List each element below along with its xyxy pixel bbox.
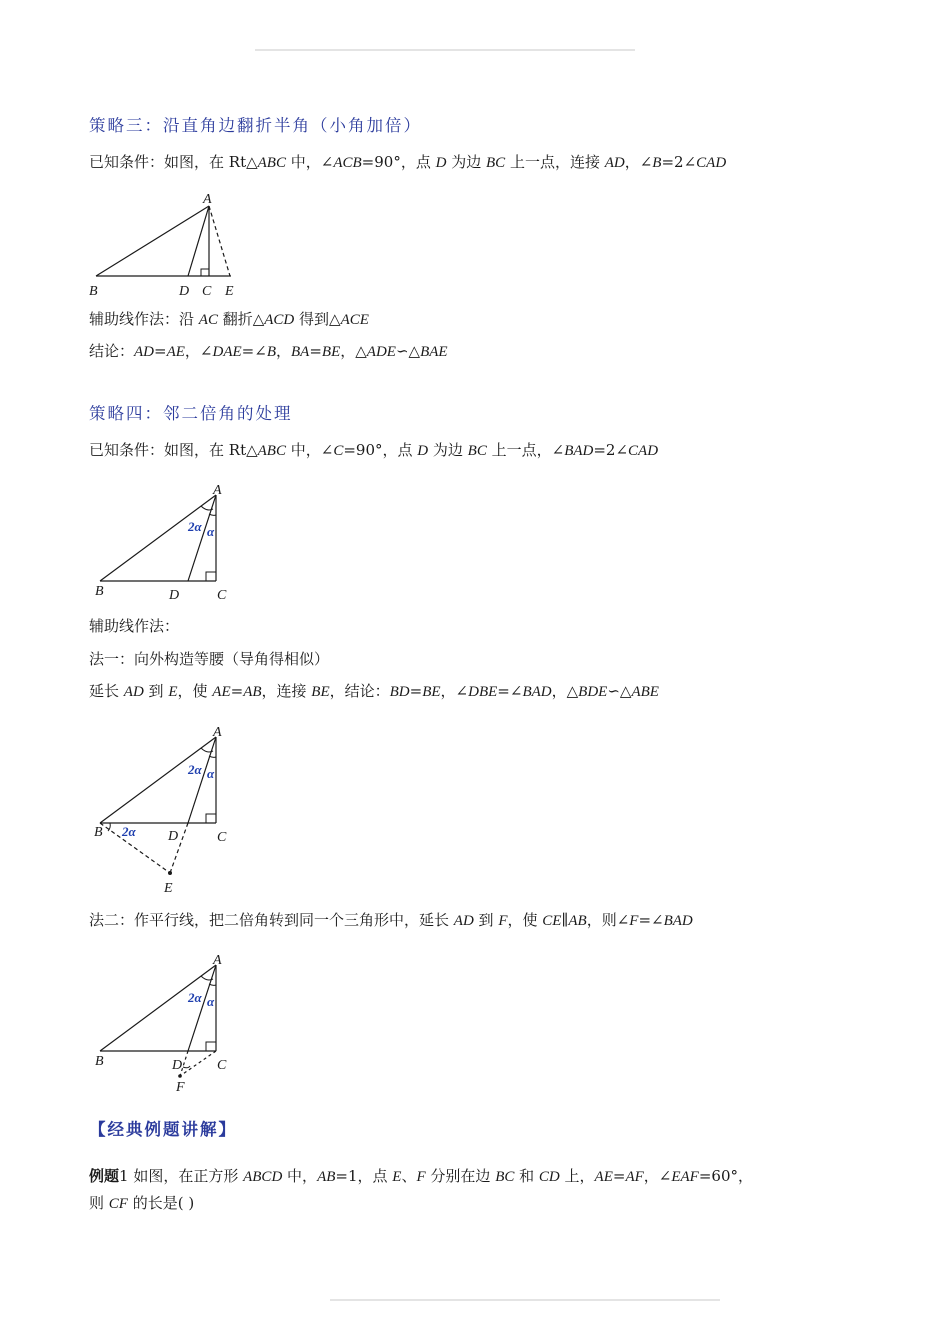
- strategy3-heading: 策略三：沿直角边翻折半角（小角加倍）: [89, 116, 422, 135]
- label-C: C: [217, 1058, 227, 1073]
- angle-alpha: α: [207, 766, 215, 781]
- angle-2alpha: 2α: [188, 990, 202, 1005]
- example1-line2: 则 CF 的长是( ): [89, 1194, 195, 1212]
- label-B: B: [95, 1054, 104, 1069]
- method1-description: 延长 AD 到 E，使 AE=AB，连接 BE，结论：BD=BE，∠DBE=∠BAD，△BDE∽△ABE: [89, 682, 659, 700]
- label-A: A: [203, 192, 212, 207]
- label-D: D: [168, 829, 179, 844]
- label-B: B: [89, 284, 98, 299]
- label-B: B: [95, 584, 104, 599]
- label-A: A: [213, 953, 222, 968]
- label-A: A: [213, 725, 222, 740]
- angle-alpha: α: [207, 994, 215, 1009]
- angle-2alpha: 2α: [188, 519, 202, 534]
- footer-watermark: [330, 1299, 720, 1301]
- label-E: E: [225, 284, 234, 299]
- strategy4-heading: 策略四：邻二倍角的处理: [89, 404, 293, 423]
- example1-line1: 例题1 如图，在正方形 ABCD 中，AB=1，点 E、F 分别在边 BC 和 CD 上，AE=AF，∠EAF=60°，: [89, 1167, 753, 1185]
- angle-2alpha: 2α: [188, 762, 202, 777]
- example-heading: 【经典例题讲解】: [89, 1120, 237, 1139]
- angle-2alpha-b: 2α: [122, 824, 136, 839]
- label-C: C: [217, 830, 227, 845]
- strategy3-conclusion: 结论：AD=AE，∠DAE=∠B，BA=BE，△ADE∽△BAE: [89, 342, 448, 360]
- strategy3-known-conditions: 已知条件：如图，在 Rt△ABC 中，∠ACB=90°，点 D 为边 BC 上一点，连接 AD，∠B=2∠CAD: [89, 153, 727, 171]
- method1-title: 法一：向外构造等腰（导角得相似）: [89, 650, 330, 668]
- label-C: C: [217, 588, 227, 603]
- method2-description: 法二：作平行线，把二倍角转到同一个三角形中，延长 AD 到 F，使 CE∥AB，则∠F=∠BAD: [89, 911, 693, 929]
- angle-alpha: α: [207, 524, 215, 539]
- strategy4-known-conditions: 已知条件：如图，在 Rt△ABC 中，∠C=90°，点 D 为边 BC 上一点，∠BAD=2∠CAD: [89, 441, 659, 459]
- strategy4-aux-label: 辅助线作法：: [89, 617, 180, 635]
- label-C: C: [202, 284, 212, 299]
- label-B: B: [94, 825, 103, 840]
- label-D: D: [172, 1058, 183, 1073]
- strategy3-aux-line: 辅助线作法：沿 AC 翻折△ACD 得到△ACE: [89, 310, 369, 328]
- strategy4-figure-1: [80, 478, 280, 608]
- label-D: D: [169, 588, 180, 603]
- label-A: A: [213, 483, 222, 498]
- label-F: F: [176, 1080, 185, 1095]
- label-D: D: [179, 284, 190, 299]
- strategy3-figure: [80, 190, 280, 300]
- label-E: E: [164, 881, 173, 896]
- method2-figure: [80, 948, 280, 1098]
- header-watermark: [255, 49, 635, 51]
- method1-figure: [80, 720, 280, 900]
